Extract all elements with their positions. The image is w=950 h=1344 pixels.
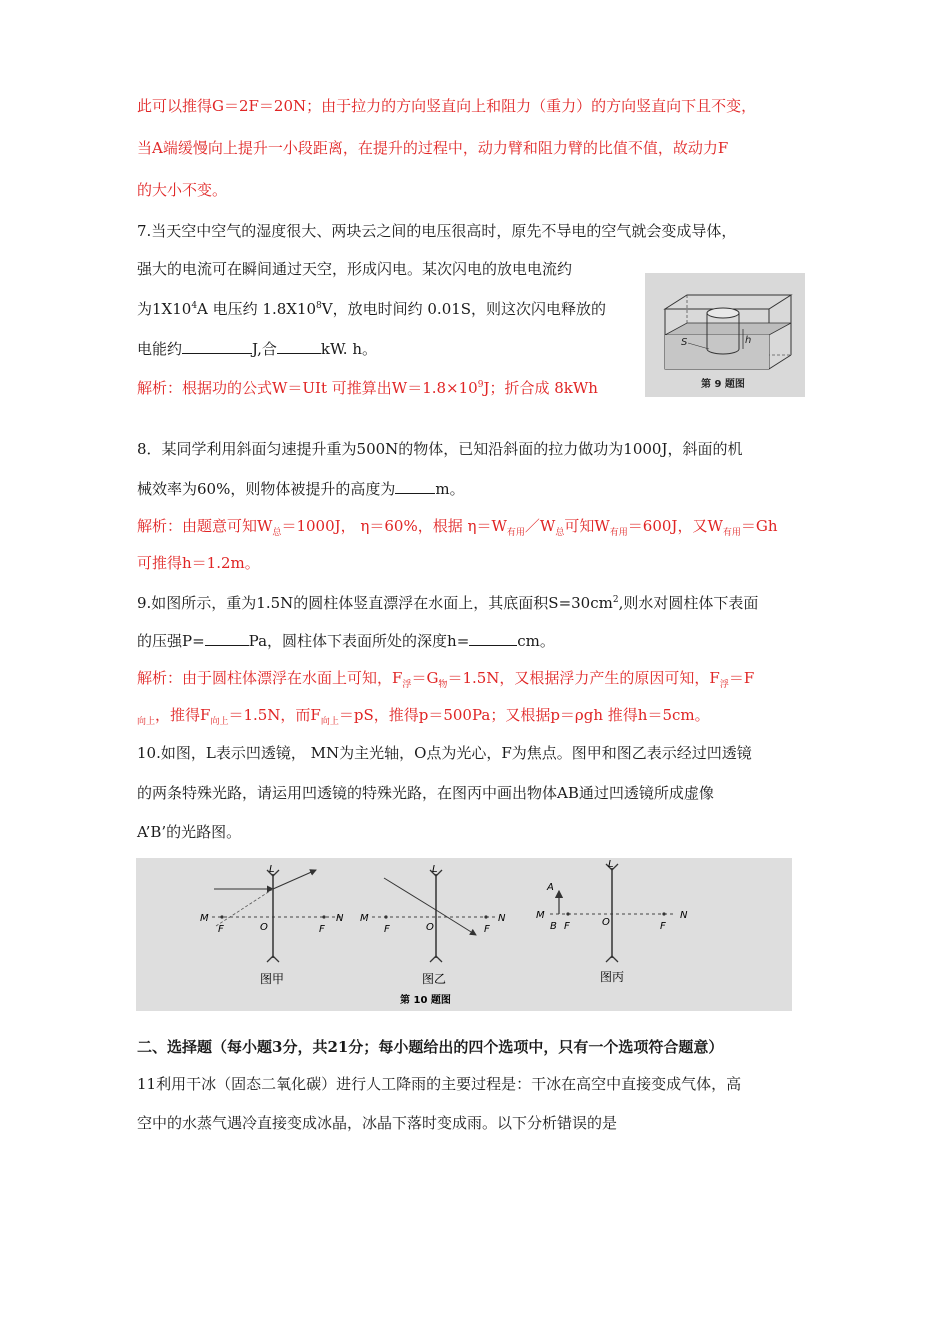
figure-10 <box>136 858 792 1011</box>
q11-line-1: 11利用干冰（固态二氧化碳）进行人工降雨的主要过程是：干冰在高空中直接变成气体，高 <box>137 1075 742 1093</box>
q10-line-2: 的两条特殊光路，请运用凹透镜的特殊光路，在图丙中画出物体AB通过凹透镜所成虚像 <box>137 784 714 802</box>
label-f: F <box>660 921 666 932</box>
q9-solution-line-1: 解析：由于圆柱体漂浮在水面上可知，$F_浮=G_物=1.5N$，又根据浮力产生的原因可知，$F_浮=F$ <box>137 669 755 690</box>
q11-line-2: 空中的水蒸气遇冷直接变成冰晶，冰晶下落时变成雨。以下分析错误的是 <box>137 1114 618 1132</box>
label-o: O <box>426 922 434 933</box>
q6-solution-line-2: 当A端缓慢向上提升一小段距离，在提升的过程中，动力臂和阻力臂的比值不值，故动力F <box>137 139 729 157</box>
q8-line-1: 8．某同学利用斜面匀速提升重为500N的物体，已知沿斜面的拉力做功为1000J，斜面的机 <box>137 440 743 458</box>
label-f: F <box>218 924 224 935</box>
caption-jia: 图甲 <box>260 972 285 986</box>
answer-blank[interactable] <box>205 631 249 646</box>
label-m: M <box>200 913 209 924</box>
q7-line-1: 7.当天空中空气的湿度很大、两块云之间的电压很高时，原先不导电的空气就会变成导体， <box>137 222 737 240</box>
figure-10-drawing <box>136 858 792 1011</box>
caption-yi: 图乙 <box>422 972 447 986</box>
label-n: N <box>680 910 688 921</box>
q7-line-3: 为$1X10^4A$ 电压约 $1.8X10^8V$，放电时间约 0.01S，则这次闪电释放的 <box>137 300 607 318</box>
label-f: F <box>484 924 490 935</box>
q8-solution-line-1: 解析：由题意可知$W_总=1000J$， η＝60%，根据 $\eta=W_{有用}/W_总$可知$W_{有用}=600J$，又$W_{有用}=Gh$ <box>137 517 778 538</box>
q9-line-2: 的压强P= Pa，圆柱体下表面所处的深度h= cm。 <box>137 632 555 650</box>
label-b: B <box>550 921 557 932</box>
figure-9-caption: 第 9 题图 <box>701 379 745 390</box>
q6-solution-line-3: 的大小不变。 <box>137 181 228 199</box>
label-h: h <box>745 335 752 346</box>
label-a: A <box>547 882 554 893</box>
label-n: N <box>336 913 344 924</box>
label-f: F <box>384 924 390 935</box>
label-s: S <box>681 337 688 348</box>
section-2-heading: 二、选择题（每小题3分，共21分；每小题给出的四个选项中，只有一个选项符合题意） <box>137 1038 724 1056</box>
q10-line-3: A’B’的光路图。 <box>137 823 242 841</box>
q10-line-1: 10.如图，L表示凹透镜， MN为主光轴，O点为光心，F为焦点。图甲和图乙表示经过凹透镜 <box>137 744 752 762</box>
label-m: M <box>536 910 545 921</box>
answer-blank[interactable] <box>277 339 321 354</box>
label-l: L <box>269 864 275 875</box>
label-f: F <box>564 921 570 932</box>
answer-blank[interactable] <box>395 479 435 494</box>
answer-blank[interactable] <box>182 339 252 354</box>
label-o: O <box>260 922 268 933</box>
q7-line-4: 电能约 J,合 kW. h。 <box>137 340 378 358</box>
answer-blank[interactable] <box>469 631 517 646</box>
q7-line-2: 强大的电流可在瞬间通过天空，形成闪电。某次闪电的放电电流约 <box>137 260 573 278</box>
figure-9-drawing <box>645 273 805 397</box>
q9-line-1: 9.如图所示，重为1.5N的圆柱体竖直漂浮在水面上，其底面积$S=30cm^2$,则水对圆柱体下表面 <box>137 594 759 612</box>
q6-solution-line-1: 此可以推得G＝2F＝20N；由于拉力的方向竖直向上和阻力（重力）的方向竖直向下且不变， <box>137 97 757 115</box>
q9-solution-line-2: $_{向上}$，推得$F_{向上}=1.5N$，而$F_{向上}=pS$，推得p＝500Pa；又根据p＝ρgh 推得h＝5cm。 <box>137 706 710 727</box>
label-l: L <box>608 859 614 870</box>
q8-solution-line-2: 可推得h＝1.2m。 <box>137 554 260 572</box>
label-f: F <box>319 924 325 935</box>
label-n: N <box>498 913 506 924</box>
figure-10-caption: 第 10 题图 <box>400 995 451 1006</box>
q8-line-2: 械效率为60%，则物体被提升的高度为 m。 <box>137 480 465 498</box>
figure-9 <box>645 273 805 397</box>
caption-bing: 图丙 <box>600 970 625 984</box>
label-m: M <box>360 913 369 924</box>
q7-solution: 解析：根据功的公式W＝UIt 可推算出$W=1.8\times 10^9J$；折合成 8kWh <box>137 379 598 397</box>
label-o: O <box>602 917 610 928</box>
label-l: L <box>432 864 438 875</box>
